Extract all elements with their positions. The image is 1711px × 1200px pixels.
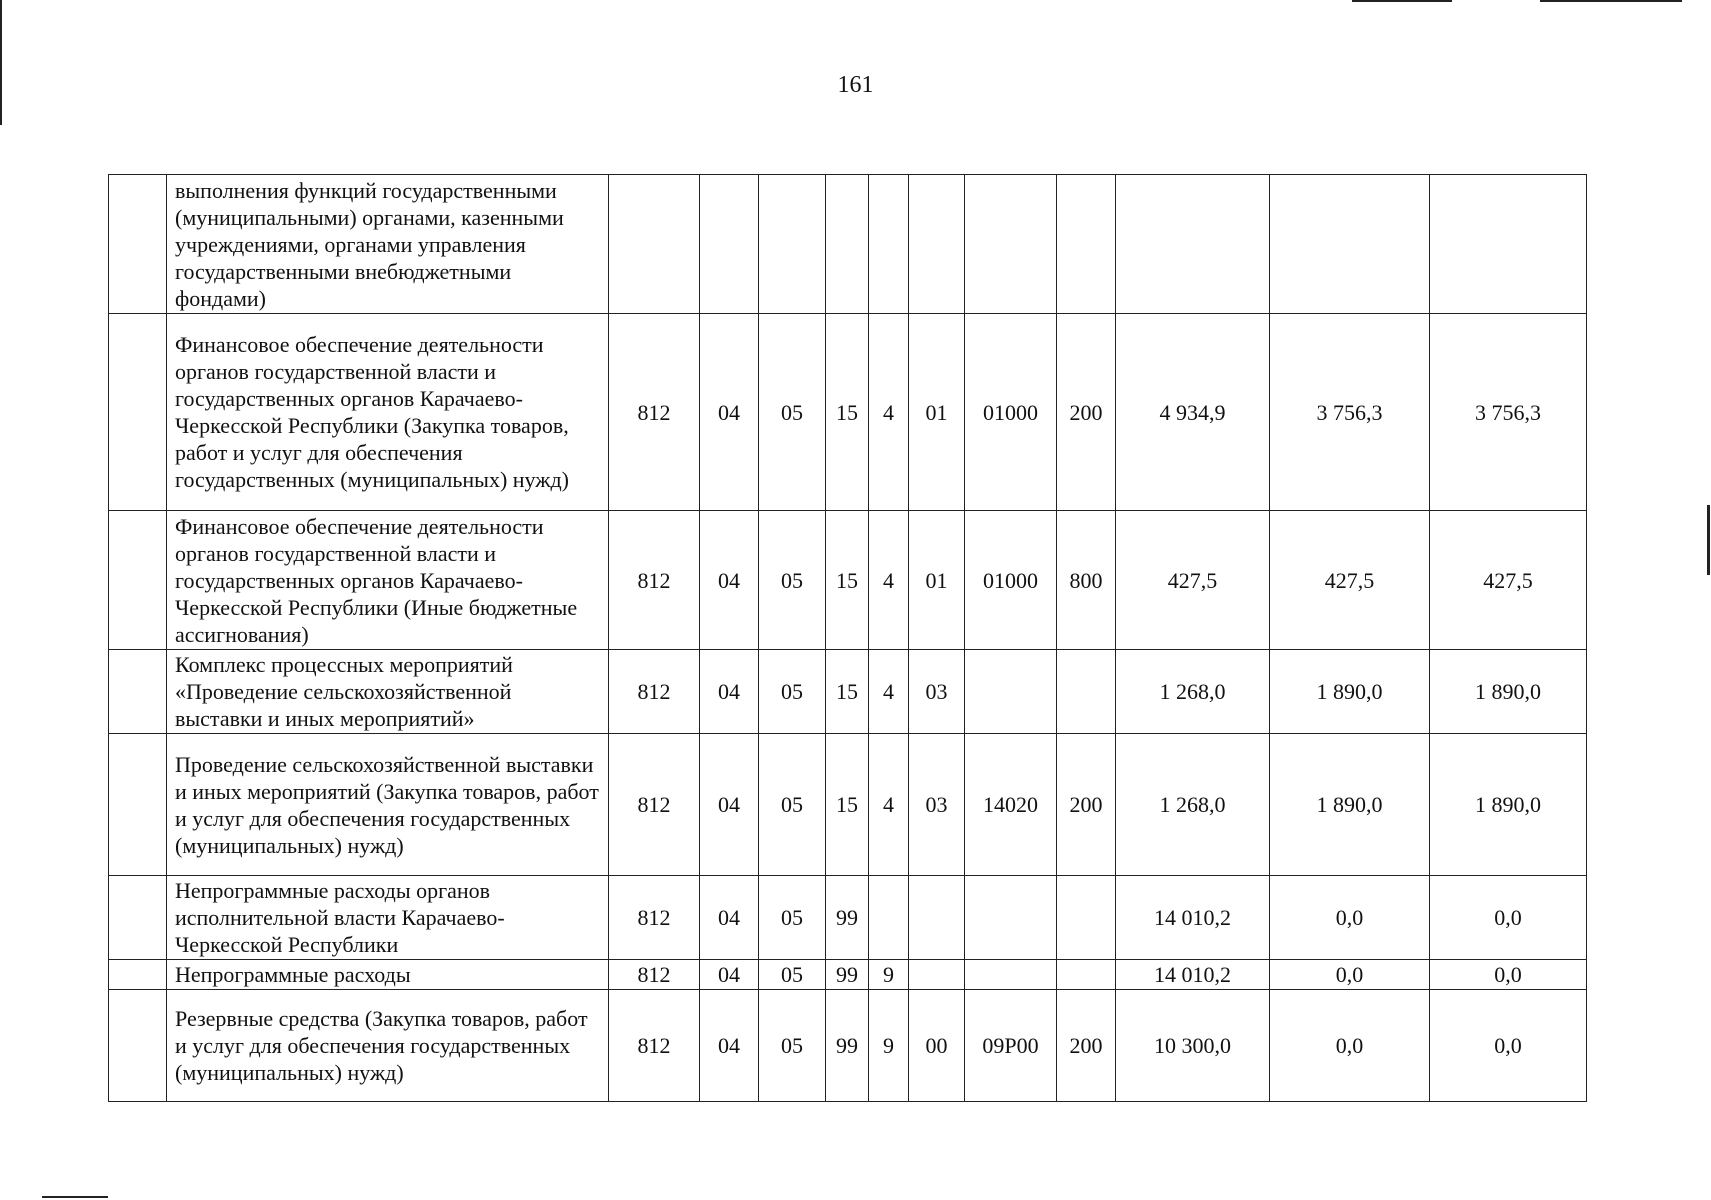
amount-year-2-cell [1270,175,1430,314]
amount-year-3-cell [1430,175,1587,314]
program-code-cell: 15 [826,314,869,511]
index-cell [109,511,167,650]
amount-year-3-cell: 0,0 [1430,990,1587,1102]
program-code-cell [826,175,869,314]
expense-type-code-cell [1057,650,1116,734]
subprogram-code-cell: 4 [869,314,909,511]
direction-code-cell [965,876,1057,960]
index-cell [109,175,167,314]
amount-year-3-cell: 0,0 [1430,876,1587,960]
subsection-code-cell: 05 [759,650,826,734]
row-name-cell: Финансовое обеспечение деятельности органов государственной власти и государственных органов Карачаево-Черкесской Республики (Закупка товаров, работ и услуг для обеспечения государственных (муниципальных) нужд) [167,314,609,511]
amount-year-2-cell: 3 756,3 [1270,314,1430,511]
program-code-cell: 99 [826,960,869,990]
row-name-cell: выполнения функций государственными (муниципальными) органами, казенными учреждениями, органами управления государственными внебюджетными фондами) [167,175,609,314]
subsection-code-cell: 05 [759,960,826,990]
index-cell [109,876,167,960]
section-code-cell [700,175,759,314]
amount-year-1-cell: 14 010,2 [1116,876,1270,960]
row-name-cell: Финансовое обеспечение деятельности органов государственной власти и государственных органов Карачаево-Черкесской Республики (Иные бюджетные ассигнования) [167,511,609,650]
subsection-code-cell: 05 [759,314,826,511]
section-code-cell: 04 [700,734,759,876]
amount-year-2-cell: 0,0 [1270,876,1430,960]
index-cell [109,734,167,876]
amount-year-3-cell: 1 890,0 [1430,650,1587,734]
expense-type-code-cell: 200 [1057,734,1116,876]
direction-code-cell [965,650,1057,734]
admin-code-cell: 812 [609,314,700,511]
amount-year-1-cell: 427,5 [1116,511,1270,650]
amount-year-1-cell: 10 300,0 [1116,990,1270,1102]
event-code-cell: 01 [909,511,965,650]
index-cell [109,314,167,511]
expense-type-code-cell [1057,876,1116,960]
event-code-cell [909,175,965,314]
program-code-cell: 15 [826,511,869,650]
expense-type-code-cell: 200 [1057,314,1116,511]
table-row [109,734,1587,876]
table-row [109,650,1587,734]
direction-code-cell [965,175,1057,314]
scan-edge-left [0,0,2,125]
page-number: 161 [837,72,874,98]
admin-code-cell: 812 [609,734,700,876]
expense-type-code-cell [1057,960,1116,990]
amount-year-2-cell: 1 890,0 [1270,650,1430,734]
program-code-cell: 15 [826,650,869,734]
amount-year-1-cell [1116,175,1270,314]
section-code-cell: 04 [700,876,759,960]
admin-code-cell: 812 [609,511,700,650]
amount-year-2-cell: 0,0 [1270,990,1430,1102]
amount-year-1-cell: 4 934,9 [1116,314,1270,511]
event-code-cell [909,876,965,960]
scan-edge-top-right-1 [1352,0,1452,2]
amount-year-2-cell: 427,5 [1270,511,1430,650]
scan-edge-top-right-2 [1540,0,1682,2]
row-name-cell: Непрограммные расходы [167,960,609,990]
subprogram-code-cell [869,175,909,314]
table-row [109,876,1587,960]
amount-year-2-cell: 1 890,0 [1270,734,1430,876]
program-code-cell: 15 [826,734,869,876]
subprogram-code-cell [869,876,909,960]
index-cell [109,650,167,734]
scan-edge-right [1707,505,1710,575]
section-code-cell: 04 [700,960,759,990]
index-cell [109,990,167,1102]
amount-year-2-cell: 0,0 [1270,960,1430,990]
section-code-cell: 04 [700,990,759,1102]
amount-year-3-cell: 0,0 [1430,960,1587,990]
subsection-code-cell: 05 [759,990,826,1102]
admin-code-cell: 812 [609,990,700,1102]
expense-type-code-cell [1057,175,1116,314]
table-row [109,990,1587,1102]
admin-code-cell: 812 [609,876,700,960]
program-code-cell: 99 [826,990,869,1102]
subsection-code-cell: 05 [759,876,826,960]
expense-type-code-cell: 200 [1057,990,1116,1102]
section-code-cell: 04 [700,511,759,650]
section-code-cell: 04 [700,314,759,511]
direction-code-cell: 09Р00 [965,990,1057,1102]
subsection-code-cell: 05 [759,734,826,876]
amount-year-1-cell: 14 010,2 [1116,960,1270,990]
amount-year-1-cell: 1 268,0 [1116,734,1270,876]
table-row [109,314,1587,511]
subprogram-code-cell: 9 [869,960,909,990]
admin-code-cell: 812 [609,960,700,990]
program-code-cell: 99 [826,876,869,960]
subsection-code-cell: 05 [759,511,826,650]
direction-code-cell: 01000 [965,314,1057,511]
event-code-cell: 01 [909,314,965,511]
event-code-cell: 03 [909,650,965,734]
event-code-cell: 03 [909,734,965,876]
direction-code-cell: 14020 [965,734,1057,876]
row-name-cell: Проведение сельскохозяйственной выставки и иных мероприятий (Закупка товаров, работ и услуг для обеспечения государственных (муниципальных) нужд) [167,734,609,876]
budget-table [108,174,1587,1102]
expense-type-code-cell: 800 [1057,511,1116,650]
table-row [109,175,1587,314]
row-name-cell: Непрограммные расходы органов исполнительной власти Карачаево-Черкесской Республики [167,876,609,960]
amount-year-3-cell: 427,5 [1430,511,1587,650]
subprogram-code-cell: 4 [869,511,909,650]
event-code-cell: 00 [909,990,965,1102]
event-code-cell [909,960,965,990]
amount-year-3-cell: 1 890,0 [1430,734,1587,876]
row-name-cell: Резервные средства (Закупка товаров, работ и услуг для обеспечения государственных (муниципальных) нужд) [167,990,609,1102]
subsection-code-cell [759,175,826,314]
section-code-cell: 04 [700,650,759,734]
subprogram-code-cell: 4 [869,650,909,734]
scan-edge-bottom-left [42,1196,108,1198]
subprogram-code-cell: 9 [869,990,909,1102]
subprogram-code-cell: 4 [869,734,909,876]
direction-code-cell: 01000 [965,511,1057,650]
amount-year-1-cell: 1 268,0 [1116,650,1270,734]
table-row [109,960,1587,990]
table-row [109,511,1587,650]
direction-code-cell [965,960,1057,990]
admin-code-cell: 812 [609,650,700,734]
amount-year-3-cell: 3 756,3 [1430,314,1587,511]
row-name-cell: Комплекс процессных мероприятий «Проведение сельскохозяйственной выставки и иных мероприятий» [167,650,609,734]
admin-code-cell [609,175,700,314]
index-cell [109,960,167,990]
